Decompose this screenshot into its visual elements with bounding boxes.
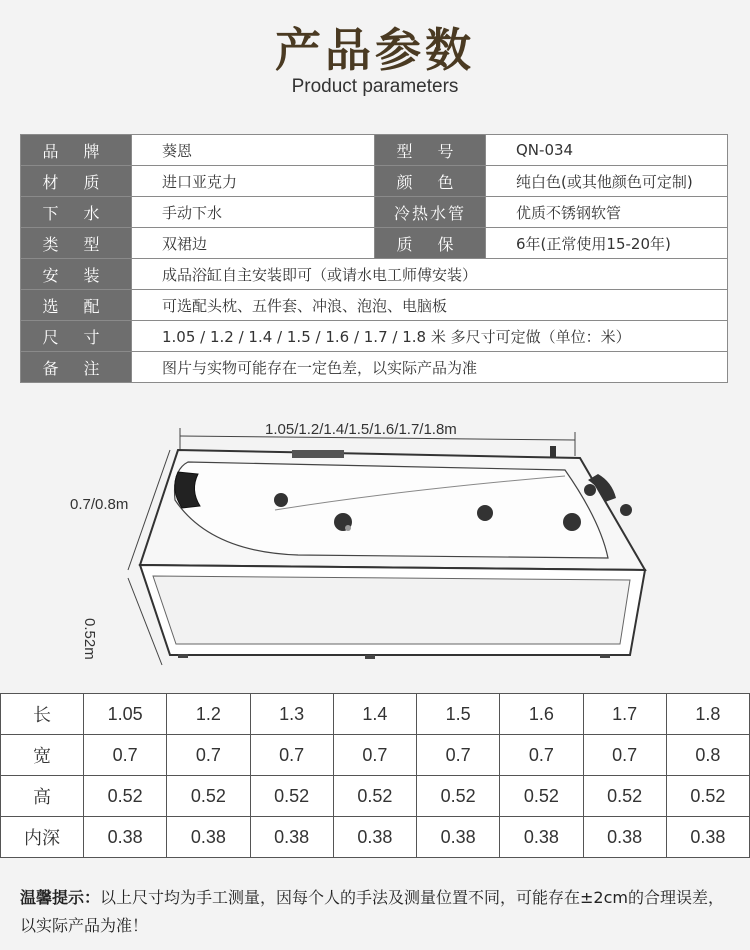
page-subtitle: Product parameters (291, 76, 459, 97)
spec-cell: 0.52 (583, 776, 666, 817)
height-dimension-label: 0.52m (81, 618, 98, 660)
param-label-brand: 品 牌 (21, 135, 132, 166)
spec-cell: 0.52 (167, 776, 250, 817)
bathtub-diagram (60, 410, 710, 675)
note-label: 温馨提示： (20, 888, 101, 907)
spec-cell: 0.8 (666, 735, 749, 776)
param-label-size: 尺 寸 (21, 321, 132, 352)
spec-cell: 0.38 (333, 817, 416, 858)
spec-row-label: 宽 (1, 735, 84, 776)
spec-cell: 0.38 (167, 817, 250, 858)
spec-cell: 0.38 (500, 817, 583, 858)
spec-cell: 0.7 (333, 735, 416, 776)
param-value-size: 1.05 / 1.2 / 1.4 / 1.5 / 1.6 / 1.7 / 1.8 米 多尺寸可定做（单位：米） (132, 321, 728, 352)
param-value-pipes: 优质不锈钢软管 (486, 197, 728, 228)
size-specs-table (0, 693, 750, 858)
param-value-model: QN-034 (486, 135, 728, 166)
param-label-remark: 备 注 (21, 352, 132, 383)
param-value-drain: 手动下水 (132, 197, 375, 228)
param-value-material: 进口亚克力 (132, 166, 375, 197)
spec-cell: 0.52 (84, 776, 167, 817)
param-value-color: 纯白色(或其他颜色可定制) (486, 166, 728, 197)
spec-cell: 1.3 (250, 694, 333, 735)
table-row (21, 228, 728, 259)
spec-cell: 0.7 (250, 735, 333, 776)
param-label-install: 安 装 (21, 259, 132, 290)
spec-cell: 0.52 (666, 776, 749, 817)
spec-row-label: 长 (1, 694, 84, 735)
page-title: 产品参数 (275, 23, 475, 77)
spec-cell: 0.38 (84, 817, 167, 858)
table-row (1, 735, 750, 776)
bathtub-drawing (60, 410, 710, 675)
param-label-drain: 下 水 (21, 197, 132, 228)
param-label-color: 颜 色 (375, 166, 486, 197)
table-row (21, 352, 728, 383)
note-text (20, 884, 735, 940)
table-row (21, 321, 728, 352)
table-row (1, 776, 750, 817)
param-value-warranty: 6年(正常使用15-20年) (486, 228, 728, 259)
spec-cell: 0.38 (583, 817, 666, 858)
spec-cell: 0.52 (333, 776, 416, 817)
spec-cell: 0.7 (500, 735, 583, 776)
table-row (21, 197, 728, 228)
table-row (1, 694, 750, 735)
table-row (21, 290, 728, 321)
spec-cell: 0.7 (583, 735, 666, 776)
param-value-install: 成品浴缸自主安装即可（或请水电工师傅安装） (132, 259, 728, 290)
spec-row-label: 高 (1, 776, 84, 817)
note-body: 以上尺寸均为手工测量，因每个人的手法及测量位置不同，可能存在±2cm的合理误差，以实际产品为准！ (20, 888, 724, 935)
spec-cell: 0.38 (666, 817, 749, 858)
width-dimension-label: 0.7/0.8m (70, 496, 129, 513)
spec-row-label: 内深 (1, 817, 84, 858)
param-label-warranty: 质 保 (375, 228, 486, 259)
param-label-pipes: 冷热水管 (375, 197, 486, 228)
table-row (21, 259, 728, 290)
spec-cell: 1.5 (417, 694, 500, 735)
spec-cell: 1.4 (333, 694, 416, 735)
spec-cell: 0.7 (84, 735, 167, 776)
spec-cell: 0.38 (250, 817, 333, 858)
param-value-type: 双裙边 (132, 228, 375, 259)
param-label-material: 材 质 (21, 166, 132, 197)
spec-cell: 0.52 (500, 776, 583, 817)
spec-cell: 1.2 (167, 694, 250, 735)
param-label-options: 选 配 (21, 290, 132, 321)
spec-cell: 0.52 (250, 776, 333, 817)
spec-cell: 1.8 (666, 694, 749, 735)
spec-cell: 1.05 (84, 694, 167, 735)
param-value-brand: 葵恩 (132, 135, 375, 166)
table-row (21, 135, 728, 166)
param-value-options: 可选配头枕、五件套、冲浪、泡泡、电脑板 (132, 290, 728, 321)
spec-cell: 0.38 (417, 817, 500, 858)
spec-cell: 0.7 (167, 735, 250, 776)
spec-cell: 0.7 (417, 735, 500, 776)
param-label-model: 型 号 (375, 135, 486, 166)
spec-cell: 0.52 (417, 776, 500, 817)
param-label-type: 类 型 (21, 228, 132, 259)
table-row (1, 817, 750, 858)
spec-cell: 1.6 (500, 694, 583, 735)
parameters-table (20, 134, 728, 383)
param-value-remark: 图片与实物可能存在一定色差，以实际产品为准 (132, 352, 728, 383)
spec-cell: 1.7 (583, 694, 666, 735)
table-row (21, 166, 728, 197)
length-dimension-label: 1.05/1.2/1.4/1.5/1.6/1.7/1.8m (265, 421, 457, 438)
